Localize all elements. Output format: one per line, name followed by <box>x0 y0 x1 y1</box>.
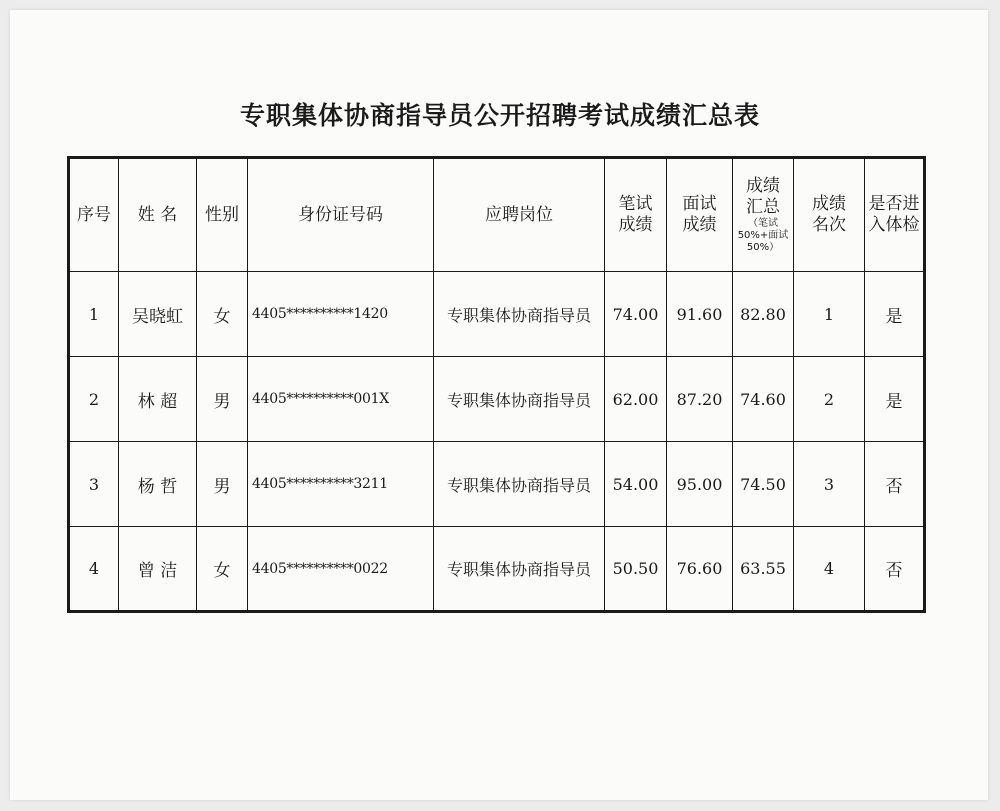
header-name: 姓 名 <box>119 158 197 272</box>
cell-written: 50.50 <box>605 527 667 612</box>
cell-interview: 91.60 <box>667 272 733 357</box>
cell-gender: 女 <box>197 272 248 357</box>
header-exam: 是否进 入体检 <box>865 158 925 272</box>
header-interview: 面试 成绩 <box>667 158 733 272</box>
cell-exam: 否 <box>865 527 925 612</box>
header-total-note-1: （笔试 <box>748 218 778 229</box>
cell-id: 4405**********3211 <box>248 442 434 527</box>
cell-total: 63.55 <box>733 527 794 612</box>
cell-exam: 否 <box>865 442 925 527</box>
header-post: 应聘岗位 <box>434 158 605 272</box>
header-written: 笔试 成绩 <box>605 158 667 272</box>
cell-exam: 是 <box>865 357 925 442</box>
table-row <box>69 272 925 357</box>
cell-rank: 4 <box>794 527 865 612</box>
cell-interview: 76.60 <box>667 527 733 612</box>
table-row <box>69 527 925 612</box>
cell-seq: 3 <box>69 442 119 527</box>
cell-id: 4405**********0022 <box>248 527 434 612</box>
header-rank: 成绩 名次 <box>794 158 865 272</box>
header-seq: 序号 <box>69 158 119 272</box>
cell-post: 专职集体协商指导员 <box>434 272 605 357</box>
header-total: 成绩 汇总 （笔试 50%+面试 50%） <box>733 158 794 272</box>
header-total-note-2: 50%+面试 <box>737 230 789 241</box>
cell-seq: 4 <box>69 527 119 612</box>
cell-name: 吴晓虹 <box>119 272 197 357</box>
cell-gender: 男 <box>197 357 248 442</box>
cell-gender: 女 <box>197 527 248 612</box>
cell-interview: 87.20 <box>667 357 733 442</box>
cell-written: 62.00 <box>605 357 667 442</box>
cell-rank: 2 <box>794 357 865 442</box>
header-row <box>69 158 925 272</box>
cell-post: 专职集体协商指导员 <box>434 527 605 612</box>
table-row <box>69 442 925 527</box>
table-row <box>69 357 925 442</box>
cell-gender: 男 <box>197 442 248 527</box>
cell-seq: 2 <box>69 357 119 442</box>
cell-post: 专职集体协商指导员 <box>434 442 605 527</box>
cell-total: 82.80 <box>733 272 794 357</box>
cell-id: 4405**********1420 <box>248 272 434 357</box>
cell-written: 74.00 <box>605 272 667 357</box>
score-table <box>67 156 926 613</box>
cell-written: 54.00 <box>605 442 667 527</box>
cell-name: 林 超 <box>119 357 197 442</box>
cell-seq: 1 <box>69 272 119 357</box>
cell-name: 曾 洁 <box>119 527 197 612</box>
cell-name: 杨 哲 <box>119 442 197 527</box>
cell-interview: 95.00 <box>667 442 733 527</box>
cell-total: 74.50 <box>733 442 794 527</box>
cell-exam: 是 <box>865 272 925 357</box>
cell-total: 74.60 <box>733 357 794 442</box>
header-id: 身份证号码 <box>248 158 434 272</box>
cell-rank: 1 <box>794 272 865 357</box>
document-title: 专职集体协商指导员公开招聘考试成绩汇总表 <box>239 101 760 130</box>
cell-post: 专职集体协商指导员 <box>434 357 605 442</box>
header-total-note-3: 50%） <box>746 242 780 253</box>
cell-id: 4405**********001X <box>248 357 434 442</box>
cell-rank: 3 <box>794 442 865 527</box>
header-gender: 性别 <box>197 158 248 272</box>
